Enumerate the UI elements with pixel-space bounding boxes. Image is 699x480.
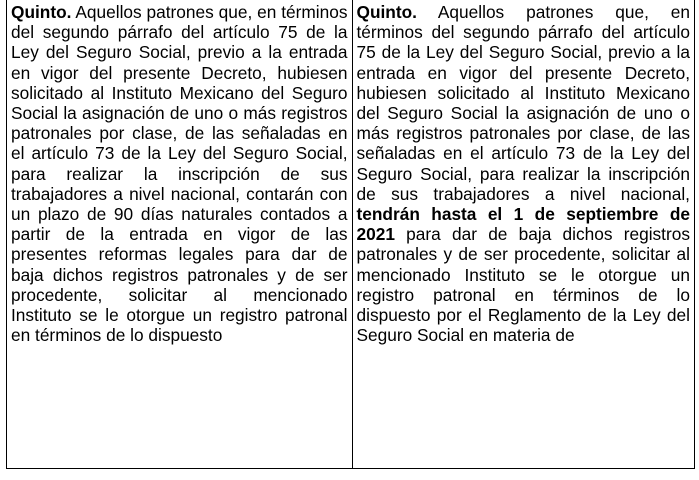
proposed-text-paragraph (357, 2, 691, 345)
current-text-paragraph (11, 2, 348, 345)
article-lead-label: Quinto. (11, 2, 72, 22)
current-text-column (7, 0, 353, 468)
article-lead-label: Quinto. (356, 2, 417, 22)
highlighted-change: tendrán hasta el 1 de septiembre de 2021 (356, 204, 690, 245)
paragraph-body-after: para dar de baja dichos registros patronales y de ser procedente, solicitar al mencionado Instituto se le otorgue un registro patronal en términos de lo dispuesto por el Reglamento de la Ley del Seguro Social en materia de (356, 224, 690, 346)
paragraph-body-before: Aquellos patrones que, en términos del segundo párrafo del artículo 75 de la Ley del Seguro Social, previo a la entrada en vigor del presente Decreto, hubiesen solicitado al Instituto Mexicano del Seguro Social la asignación de uno o más registros patronales por clase, de las señaladas en el artículo 73 de la Ley del Seguro Social, para realizar la inscripción de sus trabajadores a nivel nacional, (356, 2, 690, 204)
paragraph-body: Aquellos patrones que, en términos del segundo párrafo del artículo 75 de la Ley del Seguro Social, previo a la entrada en vigor del presente Decreto, hubiesen solicitado al Instituto Mexicano del Seguro Social la asignación de uno o más registros patronales por clase, de las señaladas en el artículo 73 de la Ley del Seguro Social, para realizar la inscripción de sus trabajadores a nivel nacional, contarán con un plazo de 90 días naturales contados a partir de la entrada en vigor de las presentes reformas legales para dar de baja dichos registros patronales y de ser procedente, solicitar al mencionado Instituto se le otorgue un registro patronal en términos de lo dispuesto (11, 2, 348, 346)
proposed-text-column (353, 0, 695, 468)
comparison-table (6, 0, 695, 469)
